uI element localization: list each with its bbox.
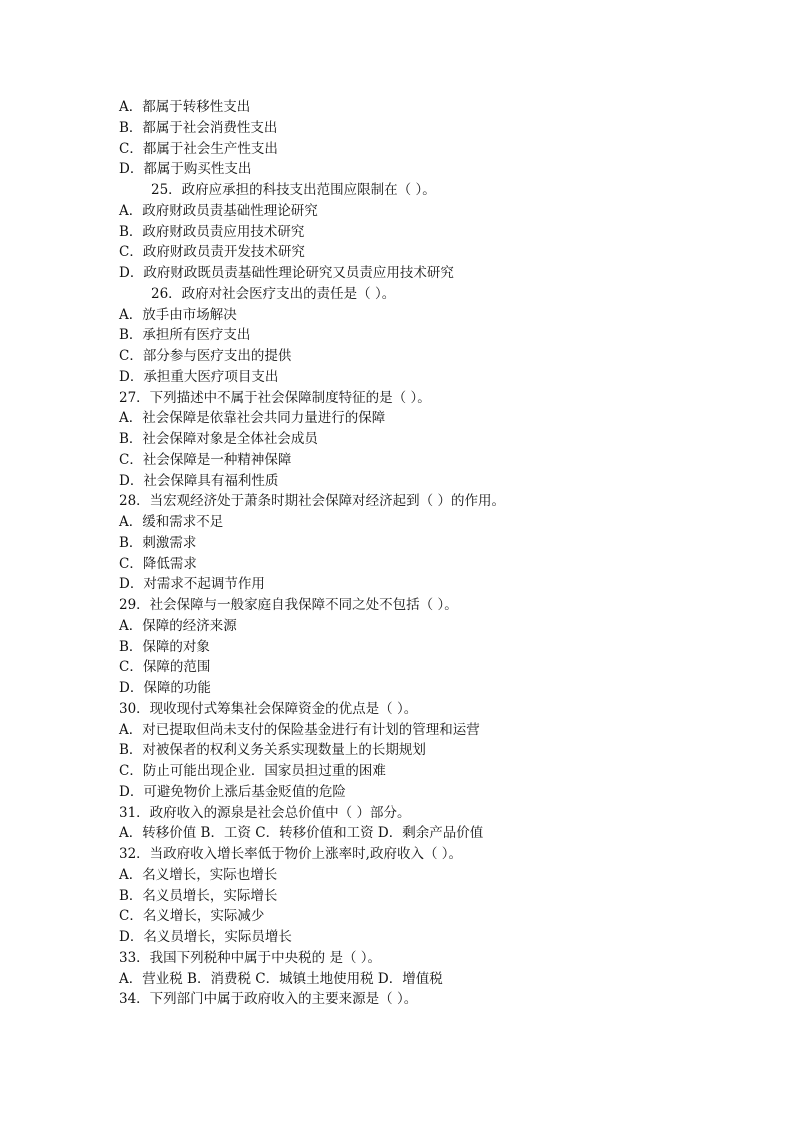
text-line: A．营业税 B．消费税 C．城镇土地使用税 D．增值税 [119,970,443,987]
text-line: 30．现收现付式筹集社会保障资金的优点是（ ）。 [119,700,418,717]
text-line: D．保障的功能 [119,680,211,696]
text-line: 27．下列描述中不属于社会保障制度特征的是（ ）。 [119,389,431,406]
text-line: A．转移价值 B．工资 C．转移价值和工资 D．剩余产品价值 [119,825,484,842]
text-line: A．缓和需求不足 [119,514,224,530]
text-line: A．保障的经济来源 [119,617,237,634]
question-text-block [119,97,679,1010]
text-line: D．社会保障具有福利性质 [119,472,279,489]
text-line: 25．政府应承担的科技支出范围应限制在（ ）。 [151,182,436,198]
text-line: C．降低需求 [119,555,197,572]
text-line: A．都属于转移性支出 [119,99,251,115]
text-line: C．政府财政员责开发技术研究 [119,244,305,261]
text-line: A．政府财政员责基础性理论研究 [119,202,318,219]
text-line: B．社会保障对象是全体社会成员 [119,431,318,447]
text-line: A．名义增长，实际也增长 [119,866,278,883]
text-line: C．社会保障是一种精神保障 [119,451,292,468]
text-line: D．对需求不起调节作用 [119,576,265,593]
text-line: C．防止可能出现企业．国家员担过重的困难 [119,763,386,779]
text-line: D．都属于购买性支出 [119,161,252,178]
text-line: B．对被保者的权利义务关系实现数量上的长期规划 [119,742,426,759]
text-line: A．对已提取但尚未支付的保险基金进行有计划的管理和运营 [119,721,480,738]
text-line: C．都属于社会生产性支出 [119,140,278,157]
text-line: 32．当政府收入增长率低于物价上涨率时,政府收入（ ）。 [119,846,463,862]
text-line: D．名义员增长，实际员增长 [119,929,292,945]
text-line: C．部分参与医疗支出的提供 [119,348,292,364]
text-line: 33．我国下列税种中属于中央税的 是（ ）。 [119,949,382,966]
text-line: B．保障的对象 [119,638,210,655]
text-line: B．都属于社会消费性支出 [119,119,278,136]
text-line: B．承担所有医疗支出 [119,327,251,344]
text-line: C．保障的范围 [119,659,211,676]
text-line: B．刺激需求 [119,534,197,551]
text-line: A．社会保障是依靠社会共同力量进行的保障 [119,410,386,427]
text-line: D．可避免物价上涨后基金贬值的危险 [119,783,346,800]
text-line: D．承担重大医疗项目支出 [119,368,279,385]
text-line: 31．政府收入的源泉是社会总价值中（ ）部分。 [119,804,411,821]
text-line: 34．下列部门中属于政府收入的主要来源是（ ）。 [119,991,418,1008]
text-line: 26．政府对社会医疗支出的责任是（ ）。 [151,285,396,302]
text-line: 29．社会保障与一般家庭自我保障不同之处不包括（ ）。 [119,597,458,613]
text-line: B．名义员增长，实际增长 [119,887,278,904]
text-line: 28．当宏观经济处于萧条时期社会保障对经济起到（ ）的作用。 [119,493,505,510]
text-line: B．政府财政员责应用技术研究 [119,223,305,240]
text-line: C．名义增长，实际减少 [119,908,265,925]
text-line: D．政府财政既员责基础性理论研究又员责应用技术研究 [119,265,454,281]
text-line: A．放手由市场解决 [119,306,237,323]
